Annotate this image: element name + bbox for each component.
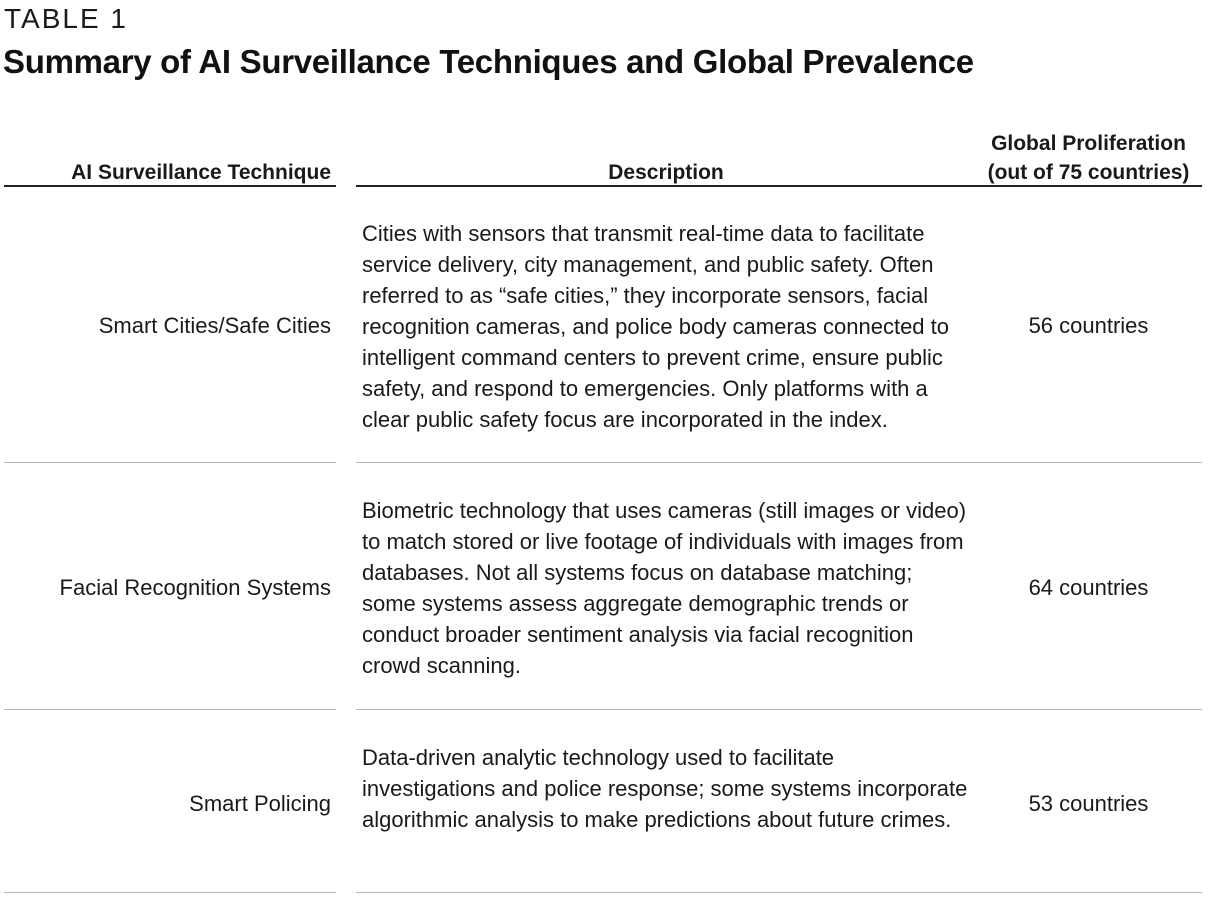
header-proliferation: [976, 129, 1201, 187]
header-description: Description: [608, 161, 724, 184]
row-divider: [4, 462, 336, 463]
header-rule-technique: [4, 185, 336, 187]
row-divider: [356, 462, 1202, 463]
header-rule-description: [356, 185, 976, 187]
row-technique: Smart Policing: [189, 791, 331, 816]
row-description: Biometric technology that uses cameras (still images or video) to match stored or live footage of individuals with images from databases. Not all systems focus on database matching; some systems assess aggregate demographic trends or conduct broader sentiment analysis via facial recognition crowd scanning.: [362, 498, 967, 678]
row-divider: [356, 892, 1202, 893]
row-count: 53 countries: [1028, 791, 1149, 816]
row-divider: [356, 709, 1202, 710]
row-divider: [4, 892, 336, 893]
row-technique: Smart Cities/Safe Cities: [98, 313, 331, 338]
row-description: Data-driven analytic technology used to facilitate investigations and police response; some systems incorporate algorithmic analysis to make predictions about future crimes.: [362, 745, 968, 832]
row-count: 56 countries: [1028, 313, 1149, 338]
header-proliferation-line1: Global Proliferation: [991, 132, 1186, 155]
row-technique: Facial Recognition Systems: [59, 575, 331, 600]
header-rule-proliferation: [976, 185, 1202, 187]
row-description: Cities with sensors that transmit real-time data to facilitate service delivery, city management, and public safety. Often referred to as “safe cities,” they incorporate sensors, facial recognition cameras, and police body cameras connected to intelligent command centers to prevent crime, ensure public safety, and respond to emergencies. Only platforms with a clear public safety focus are incorporated in the index.: [362, 221, 950, 432]
header-proliferation-line2: (out of 75 countries): [987, 161, 1190, 184]
table-title: Summary of AI Surveillance Techniques and Global Prevalence: [3, 43, 974, 80]
header-technique: AI Surveillance Technique: [71, 161, 331, 184]
table-label: TABLE 1: [4, 3, 128, 34]
row-count: 64 countries: [1028, 575, 1149, 600]
row-divider: [4, 709, 336, 710]
